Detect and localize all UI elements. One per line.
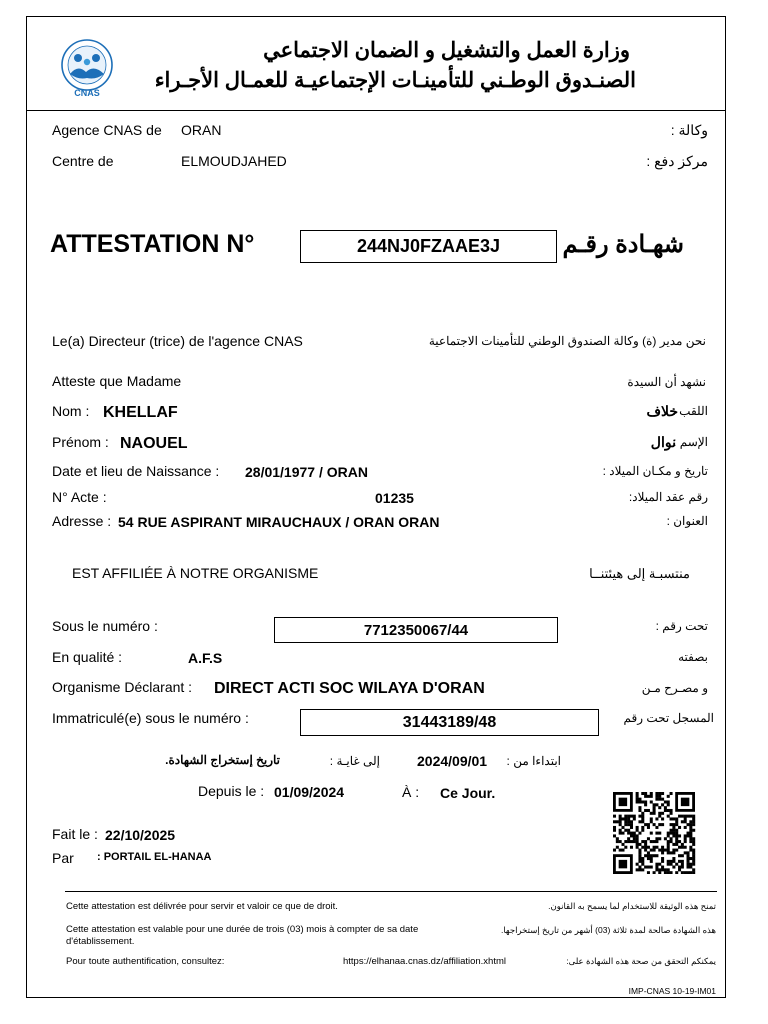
qualite-value: A.F.S [188,650,223,666]
footer-line1-ar: تمنح هذه الوثيقة للاستخدام لما يسمح به القانون. [548,901,716,911]
depuis-label: Depuis le : [198,783,265,799]
footer-line3-fr: Pour toute authentification, consultez: [66,956,225,967]
qr-code [611,792,697,874]
par-value: : PORTAIL EL-HANAA [97,851,212,863]
a-value: Ce Jour. [440,785,496,801]
cnas-logo [52,38,122,100]
authentication-link[interactable]: https://elhanaa.cnas.dz/affiliation.xhtml [343,956,507,967]
footer-line2-ar: هذه الشهادة صالحة لمدة ثلاثة (03) أشهر من تاريخ إستخراجها. [500,925,716,935]
acte-label: N° Acte : [52,489,107,505]
prenom-value-ar: نوال [650,434,676,450]
fait-label: Fait le : [52,826,98,842]
a-label: À : [402,784,420,800]
centre-value: ELMOUDJAHED [181,153,287,169]
nom-value-ar: خلاف [646,403,678,419]
sous-numero-label-ar: تحت رقم : [655,619,708,633]
qualite-label: En qualité : [52,649,123,665]
director-fr: Le(a) Directeur (trice) de l'agence CNAS [52,333,303,349]
sous-numero-label: Sous le numéro : [52,618,158,634]
organisme-label-ar: و مصـرح مـن [641,681,708,695]
fund-title: الصنـدوق الوطـني للتأمينـات الإجتماعيـة للعمـال الأجـراء [154,69,636,92]
nom-value: KHELLAF [103,404,178,421]
organisme-value: DIRECT ACTI SOC WILAYA D'ORAN [214,680,485,697]
debut-value: 2024/09/01 [417,753,488,769]
prenom-label-ar: الإسم : [673,435,708,449]
footer-line2-fr: Cette attestation est valable pour une durée de trois (03) mois à compter de sa date d'établissement. [66,924,419,947]
svg-text:CNAS: CNAS [74,88,100,98]
nom-label-ar: اللقب : [672,404,708,418]
centre-label-ar: مركز دفع : [646,153,708,169]
prenom-value: NAOUEL [120,435,188,452]
footer-divider [65,891,717,892]
ministry-title: وزارة العمل والتشغيل و الضمان الاجتماعي [263,39,630,62]
attestation-title-ar: شهـادة رقـم [562,231,684,258]
agence-value: ORAN [181,122,222,138]
jusqua-label-ar: إلى غايـة : [329,754,380,768]
attestation-title: ATTESTATION N° [50,230,255,258]
footer-line3-ar: يمكنكم التحقق من صحة هذه الشهادة على: [566,956,716,966]
adresse-value: 54 RUE ASPIRANT MIRAUCHAUX / ORAN ORAN [118,514,440,530]
sous-numero-value: 7712350067/44 [363,621,469,639]
nom-label: Nom : [52,403,90,419]
organisme-label: Organisme Déclarant : [52,679,193,695]
immat-label-ar: المسجل تحت رقم [623,711,714,725]
depuis-value: 01/09/2024 [274,784,345,800]
acte-value: 01235 [375,490,414,506]
naissance-label-ar: تاريخ و مكـان الميلاد : [602,464,708,478]
debut-label-ar: ابتداءا من : [506,754,561,768]
attestation-number-box [300,230,557,263]
adresse-label-ar: العنوان : [666,514,708,528]
atteste-fr: Atteste que Madame [52,373,182,389]
affiliee-ar: منتسبـة إلى هيئتنــا [589,566,690,581]
sous-numero-box [274,617,558,643]
director-ar: نحن مدير (ة) وكالة الصندوق الوطني للتأمينات الاجتماعية [428,334,706,348]
prenom-label: Prénom : [52,434,109,450]
immat-box [300,709,599,736]
atteste-ar: نشهد أن السيدة [627,375,706,389]
immat-value: 31443189/48 [402,713,497,731]
footer-line1-fr: Cette attestation est délivrée pour servir et valoir ce que de droit. [66,901,338,912]
qualite-label-ar: بصفته [678,650,708,664]
jusqua-value-ar: تاريخ إستخراج الشهادة. [165,753,280,767]
affiliee-fr: EST AFFILIÉE À NOTRE ORGANISME [72,565,319,581]
immat-label: Immatriculé(e) sous le numéro : [52,710,249,726]
fait-value: 22/10/2025 [105,827,176,843]
header-divider [26,110,726,111]
document-reference: IMP-CNAS 10-19-IM01 [628,986,716,996]
naissance-value: 28/01/1977 / ORAN [245,464,368,480]
agence-label-ar: وكالة : [670,122,708,138]
agence-label: Agence CNAS de [52,122,162,138]
par-label: Par [52,850,74,866]
centre-label: Centre de [52,153,114,169]
naissance-label: Date et lieu de Naissance : [52,463,220,479]
acte-label-ar: رقم عقد الميلاد: [628,490,708,504]
attestation-number: 244NJ0FZAAE3J [356,236,501,256]
adresse-label: Adresse : [52,513,112,529]
